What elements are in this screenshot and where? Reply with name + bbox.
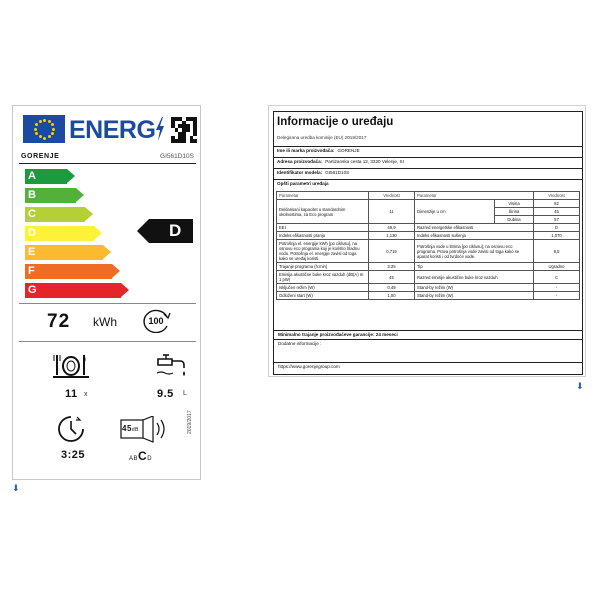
divider <box>19 341 196 342</box>
type-label: Tip <box>415 263 534 271</box>
energy-scale <box>25 169 155 301</box>
energy-class-bar-f: F <box>25 264 112 279</box>
sheet-regulation: Delegirana uredba komisije (EU) 2019/2017 <box>277 135 367 140</box>
header-param: Parametar <box>415 192 534 200</box>
qr-code-icon[interactable] <box>171 117 197 143</box>
width-label: Širina <box>495 208 534 216</box>
noise-db-unit: dB <box>131 427 140 433</box>
table-row <box>277 232 580 240</box>
header-value: Vrednost <box>369 192 415 200</box>
divider <box>19 303 196 304</box>
energy-consumption-value: 72 <box>47 311 71 332</box>
drying-index-value: 1,070 <box>534 232 580 240</box>
general-params-row: Opšti parametri uređaja <box>274 179 582 188</box>
program-duration-icon <box>57 414 85 444</box>
place-settings-value: 11 <box>65 388 78 400</box>
header-value: Vrednost <box>534 192 580 200</box>
guarantee-row <box>274 330 582 338</box>
eei-label: EEI <box>277 224 369 232</box>
energy-class-bar-c: C <box>25 207 85 222</box>
table-row <box>277 224 580 232</box>
address-label: Adresa proizvođača: <box>277 159 323 164</box>
additional-info-label: Dodatne informacije : <box>278 341 322 346</box>
energy-label-header <box>13 106 200 149</box>
standby-label: Stand-by režim (W) <box>415 284 534 292</box>
guarantee-label: Minimalno trajanje proizvođačeve garancije: <box>278 332 375 337</box>
energy-consumption-unit: kWh <box>93 315 117 329</box>
noise-class-ab: AB <box>129 456 139 462</box>
noise-class-d: D <box>147 456 153 462</box>
place-settings-icon <box>51 351 91 381</box>
height-label: Visina <box>495 200 534 208</box>
model-label: Identifikator modela: <box>277 170 323 175</box>
noise-label: Emisija akustične buke kroz vazduh (dB(A) re 1 pW) <box>277 271 369 284</box>
depth-value: 57 <box>534 216 580 224</box>
product-information-sheet[interactable] <box>268 105 586 377</box>
energy-consumption-label: Potrošnja el. energije kWh [po ciklusu], na osnovu eco programa koji je koristio hladnu vodu. Potrošnja el. energije zavisi od toga kako se uređaj koristi. <box>277 240 369 263</box>
table-row <box>277 240 580 263</box>
table-header-row <box>277 192 580 200</box>
supplier-row <box>19 152 196 164</box>
energy-consumption-cell: 0,719 <box>369 240 415 263</box>
download-sheet-icon[interactable]: ⬇ <box>576 381 584 391</box>
website-row <box>274 362 582 370</box>
noise-class-scale <box>129 449 152 463</box>
capacity-value: 11 <box>369 200 415 224</box>
noise-db-value <box>122 424 139 433</box>
noise-class-value: C <box>534 271 580 284</box>
energy-class-value: D <box>534 224 580 232</box>
energy-class-bar-d: D <box>25 226 94 241</box>
energy-class-bar-a: A <box>25 169 67 184</box>
table-row <box>277 284 580 292</box>
network-standby-value: - <box>534 292 580 300</box>
table-row <box>277 200 580 208</box>
header-param: Parametar <box>277 192 369 200</box>
water-tap-icon <box>155 351 191 381</box>
water-consumption-unit: L <box>183 390 187 397</box>
sheet-frame <box>273 111 583 375</box>
width-value: 45 <box>534 208 580 216</box>
noise-class-label: Razred emisije akustične buke kroz vazduh <box>415 271 534 284</box>
guarantee-value: 24 meseci <box>375 332 398 337</box>
energy-class-bar-g: G <box>25 283 121 298</box>
duration-value: 3:25 <box>369 263 415 271</box>
water-consumption-label: Potrošnja vode u litrima [po ciklusu], na osnovu eco programa. Prava potrošnja vode zavisi od toga kako se aparat koristi i od tvrdoće vode. <box>415 240 534 263</box>
address-value: Partizanska cesta 12, 3320 Velenje, SI <box>325 159 404 164</box>
capacity-label: Deklarisani kapacitet u standardnim okolnostima, za Eco program <box>277 200 369 224</box>
off-mode-label: Isključen režim (W) <box>277 284 369 292</box>
water-consumption-value: 9.5 <box>157 388 174 400</box>
program-duration-value: 3:25 <box>61 449 86 461</box>
network-standby-label: Stand-by režim (W) <box>415 292 534 300</box>
depth-label: Dubina <box>495 216 534 224</box>
duration-label: Trajanje programa (h:min) <box>277 263 369 271</box>
cleaning-index-value: 1,130 <box>369 232 415 240</box>
brand-row <box>274 146 582 155</box>
download-label-icon[interactable]: ⬇ <box>12 483 20 493</box>
lightning-icon <box>155 117 165 141</box>
brand-label: Ime ili marka proizvođača: <box>277 148 335 153</box>
table-row <box>277 263 580 271</box>
off-mode-value: 0,49 <box>369 284 415 292</box>
noise-db-number: 45 <box>122 424 132 433</box>
delay-start-value: 1,00 <box>369 292 415 300</box>
drying-index-label: Indeks efikasnosti sušenja <box>415 232 534 240</box>
cleaning-index-label: Indeks efikasnosti pranja <box>277 232 369 240</box>
energy-class-label: Razred energetske efikasnosti <box>415 224 534 232</box>
sheet-title: Informacije o uređaju <box>277 116 394 128</box>
type-value: Ugradno <box>534 263 580 271</box>
standby-value: - <box>534 284 580 292</box>
table-row <box>277 271 580 284</box>
regulation-number: 2019/2017 <box>187 410 193 434</box>
parameters-table <box>276 191 580 300</box>
brand-value: GORENJE <box>337 148 360 153</box>
place-settings-unit: x <box>84 391 88 398</box>
address-row <box>274 157 582 166</box>
energy-label[interactable] <box>12 105 201 480</box>
water-consumption-cell: 9,5 <box>534 240 580 263</box>
energy-class-bar-e: E <box>25 245 103 260</box>
model-value: GI561D10S <box>325 170 350 175</box>
height-value: 82 <box>534 200 580 208</box>
cycles-value: 100 <box>148 316 164 326</box>
energy-class-bar-b: B <box>25 188 76 203</box>
brand-name: GORENJE <box>21 153 60 160</box>
energy-label-title: ENERG <box>69 116 156 144</box>
energy-class-indicator: D <box>149 219 193 243</box>
dimensions-label: Dimenzije u cm <box>415 200 495 224</box>
website-link[interactable]: https://www.gorenjegroup.com <box>278 364 340 369</box>
table-row <box>277 292 580 300</box>
model-row <box>274 168 582 177</box>
eei-value: 49,9 <box>369 224 415 232</box>
additional-info-row <box>274 339 582 357</box>
eu-flag-icon <box>23 115 65 143</box>
delay-start-label: Odloženi start (W) <box>277 292 369 300</box>
noise-class-selected: C <box>138 449 148 463</box>
model-identifier: GI561D10S <box>160 153 194 160</box>
noise-value: 45 <box>369 271 415 284</box>
